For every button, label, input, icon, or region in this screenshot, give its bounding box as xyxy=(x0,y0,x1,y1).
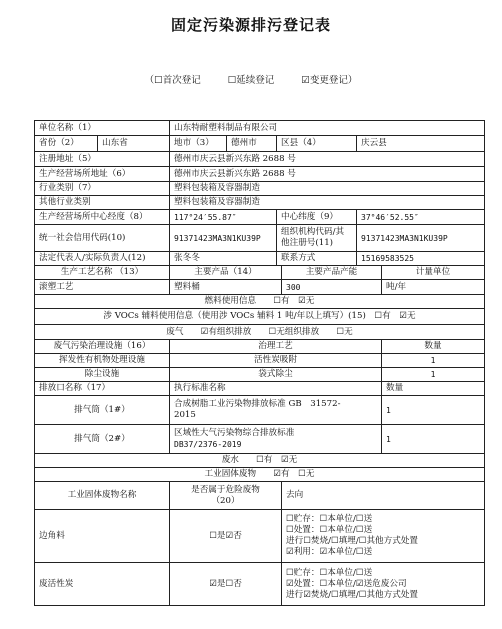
change-registration-option[interactable]: ☑变更登记） xyxy=(301,75,358,86)
outlet-standard xyxy=(169,425,381,453)
destination-line: ☑利用：☑本单位/☐送 xyxy=(286,547,373,557)
column-header: 生产工艺名称 （13） xyxy=(60,267,144,277)
province-value: 山东省 xyxy=(97,136,169,151)
waste-destination xyxy=(281,510,484,562)
vocs-info: 涉 VOCs 辅料使用信息（使用涉 VOCs 辅料 1 吨/年以上填写）(15) ☐有 ☑无 xyxy=(103,311,416,321)
waste-name: 边角料 xyxy=(39,530,65,541)
city-value: 德州市 xyxy=(226,136,276,151)
field-label: 法定代表人/实际负责人(12) xyxy=(39,253,146,263)
facility-name: 挥发性有机物处理设施 xyxy=(59,355,145,365)
table-row xyxy=(35,166,484,181)
destination-line: 进行☑焚烧/☐填埋/☐其他方式处置 xyxy=(286,589,419,600)
outlet-standard xyxy=(169,396,381,424)
treatment-process: 袋式除尘 xyxy=(169,368,381,381)
first-registration-option[interactable]: （☐首次登记 xyxy=(144,75,201,86)
facility-count: 1 xyxy=(381,354,484,367)
table-row xyxy=(35,224,484,251)
table-row xyxy=(35,294,484,308)
table-row xyxy=(35,509,484,562)
column-header: 主要产品（14） xyxy=(169,266,281,279)
header-line: 是否属于危险废物 xyxy=(191,484,260,495)
outlet-count: 1 xyxy=(381,396,484,424)
destination-line: 进行☐焚烧/☐填埋/☐其他方式处置 xyxy=(286,536,419,546)
field-label: 生产经营场所中心经度（8） xyxy=(39,211,148,222)
waste-name: 废活性炭 xyxy=(39,578,74,589)
extend-registration-option[interactable]: ☐延续登记 xyxy=(227,75,275,86)
table-row xyxy=(35,453,484,467)
hazardous-check: ☐是☑否 xyxy=(169,510,281,562)
table-row xyxy=(35,381,484,395)
standard-line: 2015 xyxy=(174,410,196,420)
table-row xyxy=(35,135,484,151)
table-row xyxy=(35,265,484,279)
contact-value: 15169583525 xyxy=(356,252,484,265)
field-label: 地市（3） xyxy=(169,136,226,151)
waste-destination xyxy=(281,563,484,605)
unit-name-value: 山东特耐塑料制品有限公司 xyxy=(169,121,484,135)
standard-line: DB37/2376-2019 xyxy=(174,440,242,449)
column-header: 排放口名称（17） xyxy=(39,383,111,393)
column-header: 执行标准名称 xyxy=(169,382,381,395)
field-label: 组织机构代码/其他注册号(11) xyxy=(276,225,356,251)
column-header: 工业固体废物名称 xyxy=(67,490,137,500)
registered-address-value: 德州市庆云县新兴东路 2688 号 xyxy=(169,152,484,166)
hazardous-check: ☑是☐否 xyxy=(169,563,281,605)
destination-line: ☐贮存：☐本单位/☐送 xyxy=(286,514,373,524)
column-header: 去向 xyxy=(281,482,484,509)
industry-value: 塑料包装箱及容器制造 xyxy=(169,182,484,195)
field-label: 联系方式 xyxy=(276,252,356,265)
fuel-info: 燃料使用信息 ☐有 ☑无 xyxy=(204,296,315,306)
header-line: （20） xyxy=(211,495,240,506)
column-header: 废气污染治理设施（16） xyxy=(53,341,151,351)
table-row xyxy=(35,324,484,339)
capacity-value: 300 xyxy=(281,280,381,294)
column-header: 治理工艺 xyxy=(169,340,381,353)
treatment-process: 活性炭吸附 xyxy=(169,354,381,367)
outlet-count: 1 xyxy=(381,425,484,453)
solid-waste-info: 工业固体废物 ☑有 ☐无 xyxy=(204,469,315,479)
destination-line: ☑处置：☐本单位/☑送危废公司 xyxy=(286,578,407,589)
production-address-value: 德州市庆云县新兴东路 2688 号 xyxy=(169,167,484,181)
outlet-name: 排气筒（1#） xyxy=(74,404,130,415)
standard-line: 区域性大气污染物综合排放标准 xyxy=(174,428,295,438)
destination-line: ☐贮存：☐本单位/☐送 xyxy=(286,567,373,578)
field-label: 中心纬度（9） xyxy=(276,210,356,224)
column-header: 数量 xyxy=(381,340,484,353)
column-header: 主要产品产能 xyxy=(281,266,381,279)
destination-line: ☐处置：☐本单位/☐送 xyxy=(286,525,373,535)
other-industry-value: 塑料包装箱及容器制造 xyxy=(169,196,484,209)
table-row xyxy=(35,121,484,135)
county-value: 庆云县 xyxy=(356,136,484,151)
process-name-value: 滚塑工艺 xyxy=(39,281,74,292)
column-header: 计量单位 xyxy=(381,266,484,279)
registration-table xyxy=(34,120,485,606)
table-row xyxy=(35,339,484,353)
product-value: 塑料桶 xyxy=(169,280,281,294)
latitude-value: 37°46′52.55″ xyxy=(356,210,484,224)
exhaust-gas-info: 废气 ☑有组织排放 ☐无组织排放 ☐无 xyxy=(166,326,353,337)
credit-code-value: 91371423MA3N1KU39P xyxy=(169,225,276,251)
field-label: 注册地址（5） xyxy=(39,153,97,164)
field-label: 省份（2） xyxy=(39,138,79,148)
table-row xyxy=(35,181,484,195)
field-label: 生产经营场所地址（6） xyxy=(39,168,131,179)
table-row xyxy=(35,251,484,265)
unit-value: 吨/年 xyxy=(381,280,484,294)
representative-value: 张冬冬 xyxy=(169,252,276,265)
standard-line: 合成树脂工业污染物排放标准 GB 31572- xyxy=(174,399,341,409)
field-label: 行业类别（7） xyxy=(39,183,97,193)
field-label: 区县（4） xyxy=(276,136,356,151)
table-row xyxy=(35,151,484,166)
facility-name: 除尘设施 xyxy=(84,369,120,379)
table-row xyxy=(35,467,484,481)
column-header xyxy=(169,482,281,509)
column-header: 数量 xyxy=(381,382,484,395)
table-row xyxy=(35,195,484,209)
form-title: 固定污染源排污登记表 xyxy=(170,16,331,34)
facility-count: 1 xyxy=(381,368,484,381)
field-label: 统一社会信用代码(10) xyxy=(39,232,126,243)
table-row xyxy=(35,308,484,324)
wastewater-info: 废水 ☐有 ☑无 xyxy=(221,455,298,465)
outlet-name: 排气筒（2#） xyxy=(74,433,130,444)
table-row xyxy=(35,353,484,367)
table-row xyxy=(35,424,484,453)
field-label: 其他行业类别 xyxy=(39,197,91,207)
table-row xyxy=(35,395,484,424)
registration-type xyxy=(0,72,502,86)
org-code-value: 91371423MA3N1KU39P xyxy=(356,225,484,251)
table-row xyxy=(35,279,484,294)
table-row xyxy=(35,367,484,381)
table-row xyxy=(35,209,484,224)
table-row xyxy=(35,562,484,605)
table-row xyxy=(35,481,484,509)
field-label: 单位名称（1） xyxy=(39,122,97,133)
longitude-value: 117°24′55.87″ xyxy=(169,210,276,224)
